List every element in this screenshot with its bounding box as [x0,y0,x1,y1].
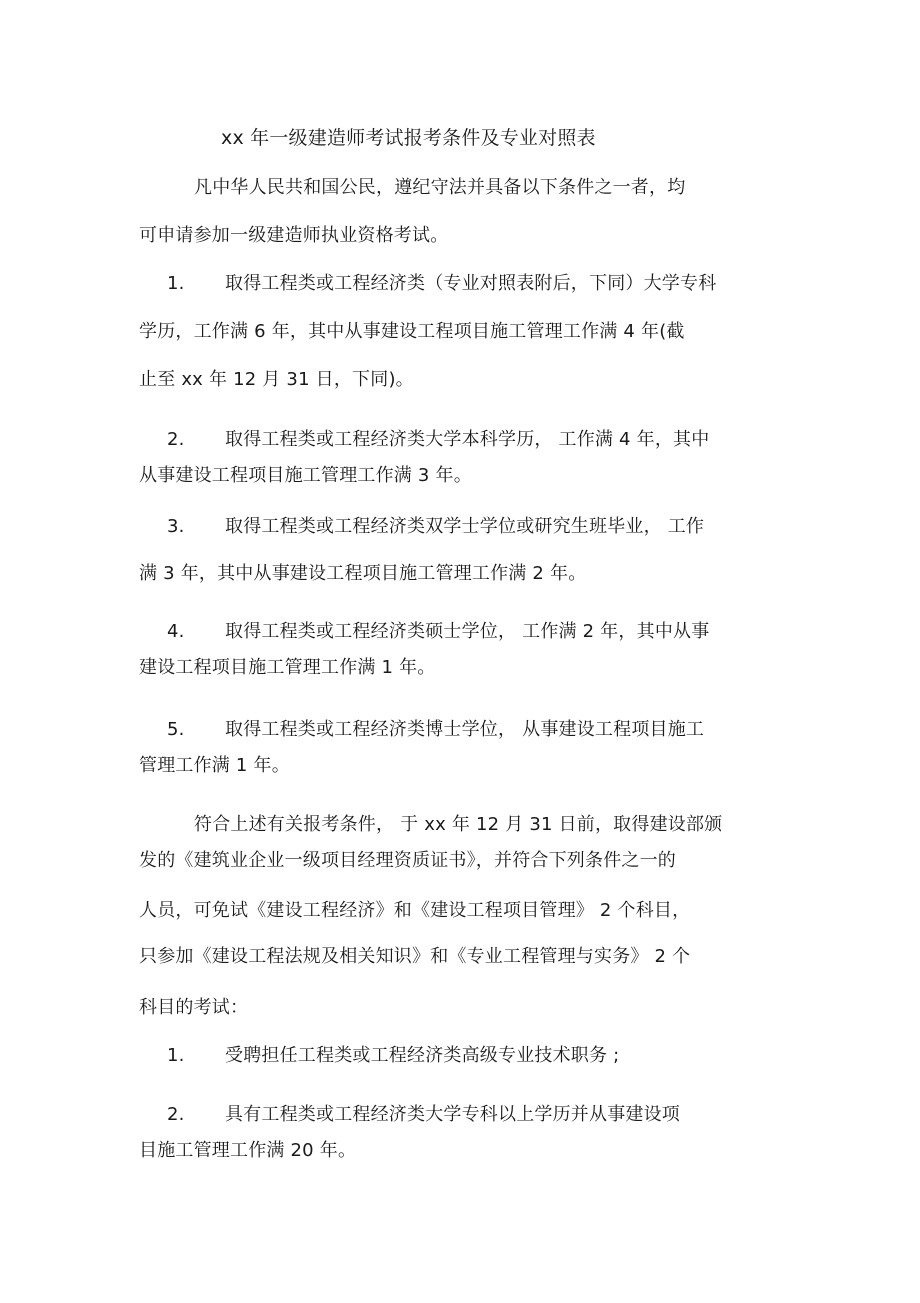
condition-2-line-2: 从事建设工程项目施工管理工作满 3 年。 [139,465,472,486]
condition-3-text: 取得工程类或工程经济类双学士学位或研究生班毕业， 工作 [225,516,705,537]
condition-5-number: 5. [167,719,185,740]
exemption-line-5: 科目的考试： [139,997,249,1018]
condition-1-line-2: 学历，工作满 6 年，其中从事建设工程项目施工管理工作满 4 年(截 [139,321,685,342]
condition-2-line-1 [167,428,709,452]
exemption-line-4: 只参加《建设工程法规及相关知识》和《专业工程管理与实务》 2 个 [139,946,691,967]
exemption-condition-2-number: 2. [167,1104,185,1125]
document-title: xx 年一级建造师考试报考条件及专业对照表 [221,127,596,149]
exemption-condition-2-text: 具有工程类或工程经济类大学专科以上学历并从事建设项 [225,1104,680,1125]
condition-1-text: 取得工程类或工程经济类（专业对照表附后，下同）大学专科 [225,273,717,294]
condition-5-line-2: 管理工作满 1 年。 [139,755,290,776]
condition-4-line-2: 建设工程项目施工管理工作满 1 年。 [139,657,436,678]
condition-5-line-1 [167,718,704,742]
condition-3-line-2: 满 3 年，其中从事建设工程项目施工管理工作满 2 年。 [139,563,587,584]
exemption-line-3: 人员，可免试《建设工程经济》和《建设工程项目管理》 2 个科目， [139,900,691,921]
exemption-condition-1-line-1 [167,1044,619,1068]
exemption-condition-1-number: 1. [167,1045,185,1066]
condition-4-line-1 [167,620,709,644]
exemption-line-1: 符合上述有关报考条件， 于 xx 年 12 月 31 日前，取得建设部颁 [194,814,723,835]
condition-3-line-1 [167,515,704,539]
condition-4-number: 4. [167,621,185,642]
condition-5-text: 取得工程类或工程经济类博士学位， 从事建设工程项目施工 [225,719,705,740]
condition-4-text: 取得工程类或工程经济类硕士学位， 工作满 2 年，其中从事 [225,621,710,642]
intro-line-2: 可申请参加一级建造师执业资格考试。 [139,225,449,246]
condition-1-number: 1. [167,273,185,294]
exemption-line-2: 发的《建筑业企业一级项目经理资质证书》，并符合下列条件之一的 [139,850,676,871]
exemption-condition-2-line-2: 目施工管理工作满 20 年。 [139,1140,357,1161]
condition-1-line-3: 止至 xx 年 12 月 31 日，下同)。 [139,369,414,390]
condition-2-number: 2. [167,429,185,450]
exemption-condition-2-line-1 [167,1103,680,1127]
intro-line-1: 凡中华人民共和国公民，遵纪守法并具备以下条件之一者，均 [194,177,686,198]
exemption-condition-1-text: 受聘担任工程类或工程经济类高级专业技术职务 ; [225,1045,620,1066]
condition-2-text: 取得工程类或工程经济类大学本科学历， 工作满 4 年，其中 [225,429,710,450]
condition-3-number: 3. [167,516,185,537]
condition-1-line-1 [167,272,716,296]
